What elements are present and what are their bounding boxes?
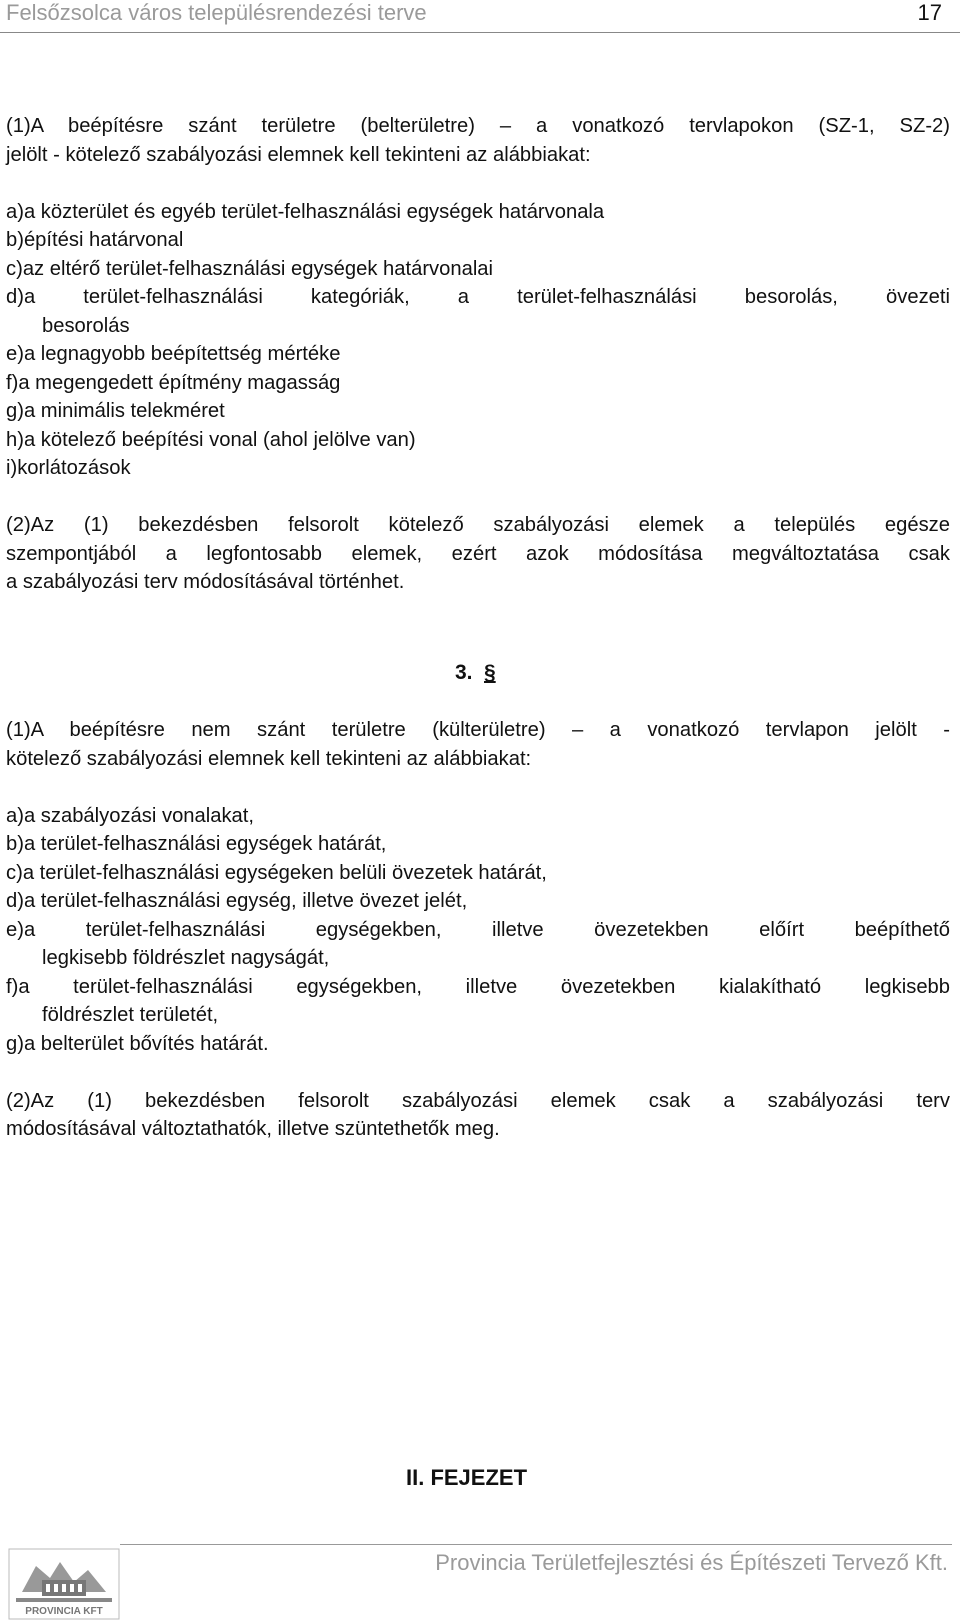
list-item: d)a terület-felhasználási kategóriák, a terület-felhasználási besorolás, övezeti: [6, 286, 950, 308]
list-item: c)a terület-felhasználási egységeken belüli övezetek határát,: [6, 861, 547, 884]
paragraph-line: (1)A beépítésre szánt területre (belterületre) – a vonatkozó tervlapokon (SZ-1, SZ-2): [6, 115, 950, 137]
section-sign: §: [484, 661, 496, 684]
list-item: a)a szabályozási vonalakat,: [6, 804, 254, 827]
footer-company: Provincia Területfejlesztési és Építészeti Tervező Kft.: [435, 1550, 948, 1575]
list-item-continuation: legkisebb földrészlet nagyságát,: [42, 947, 330, 969]
paragraph-line: módosításával változtathatók, illetve szüntethetők meg.: [6, 1118, 500, 1140]
page-header: [0, 0, 960, 30]
list-item: e)a legnagyobb beépítettség mértéke: [6, 343, 341, 365]
list-item: h)a kötelező beépítési vonal (ahol jelölve van): [6, 428, 416, 451]
list-item: b)a terület-felhasználási egységek határát,: [6, 833, 387, 855]
paragraph-line: a szabályozási terv módosításával történhet.: [6, 571, 405, 593]
paragraph-line: szempontjából a legfontosabb elemek, ezért azok módosítása megváltoztatása csak: [6, 542, 950, 565]
chapter-title: II. FEJEZET: [406, 1465, 528, 1490]
paragraph-line: jelölt - kötelező szabályozási elemnek kell tekinteni az alábbiakat:: [6, 143, 591, 166]
list-item: e)a terület-felhasználási egységekben, illetve övezetekben előírt beépíthető: [6, 918, 950, 941]
list-item: a)a közterület és egyéb terület-felhasználási egységek határvonala: [6, 200, 605, 223]
section-3-body: [6, 716, 950, 1144]
paragraph-line: (2)Az (1) bekezdésben felsorolt kötelező szabályozási elemek a település egésze: [6, 514, 950, 536]
list-item: d)a terület-felhasználási egység, illetve övezet jelét,: [6, 890, 468, 912]
paragraph-line: kötelező szabályozási elemnek kell tekinteni az alábbiakat:: [6, 747, 532, 770]
logo-text: PROVINCIA KFT: [25, 1606, 103, 1617]
list-item: c)az eltérő terület-felhasználási egységek határvonalai: [6, 257, 494, 280]
section-2-body: [6, 112, 950, 597]
list-item: f)a megengedett építmény magasság: [6, 371, 341, 394]
list-item: b)építési határvonal: [6, 229, 184, 251]
list-item: f)a terület-felhasználási egységekben, illetve övezetekben kialakítható legkisebb: [6, 975, 950, 998]
list-item: g)a belterület bővítés határát.: [6, 1032, 269, 1055]
provincia-logo: [8, 1548, 120, 1620]
section-number: 3.: [455, 661, 473, 684]
list-item: i)korlátozások: [6, 457, 131, 479]
page-number: 17: [917, 0, 942, 25]
header-divider: [0, 32, 960, 33]
list-item-continuation: földrészlet területét,: [42, 1004, 219, 1026]
list-item-continuation: besorolás: [42, 314, 130, 337]
list-item: g)a minimális telekméret: [6, 400, 225, 422]
footer-divider: [120, 1544, 952, 1545]
paragraph-line: (2)Az (1) bekezdésben felsorolt szabályozási elemek csak a szabályozási terv: [6, 1089, 950, 1112]
paragraph-line: (1)A beépítésre nem szánt területre (külterületre) – a vonatkozó tervlapon jelölt -: [6, 719, 950, 741]
document-title: Felsőzsolca város településrendezési terve: [6, 0, 427, 25]
